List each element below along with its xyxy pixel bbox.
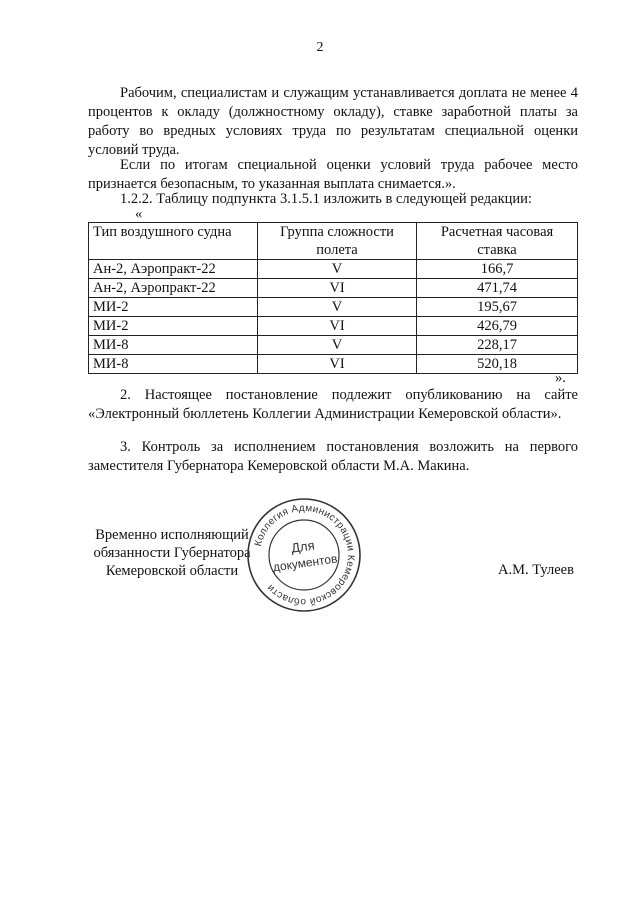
table-row — [89, 317, 578, 336]
table-row — [89, 260, 578, 279]
table-row — [89, 279, 578, 298]
paragraph-table-intro: 1.2.2. Таблицу подпункта 3.1.5.1 изложить в следующей редакции: — [120, 191, 532, 207]
cell-group: VI — [258, 355, 417, 374]
header-aircraft-type: Тип воздушного судна — [89, 223, 258, 260]
rates-table — [88, 222, 578, 374]
cell-rate: 166,7 — [417, 260, 578, 279]
cell-group: V — [258, 260, 417, 279]
cell-group: V — [258, 298, 417, 317]
signature-block — [92, 526, 252, 580]
signature-line-2: обязанности Губернатора — [93, 545, 251, 561]
paragraph-safe-workplace: Если по итогам специальной оценки условий труда рабочее место признается безопасным, то указанная выплата снимается.». — [88, 157, 578, 192]
cell-group: VI — [258, 279, 417, 298]
paragraph-surcharge: Рабочим, специалистам и служащим устанавливается доплата не менее 4 процентов к окладу (должностному окладу), ставке заработной платы за работу во вредных условиях труда по результатам специальной оценки условий труда. — [88, 85, 578, 158]
cell-aircraft: МИ-8 — [89, 355, 258, 374]
page-number: 2 — [316, 40, 324, 55]
cell-aircraft: МИ-8 — [89, 336, 258, 355]
cell-aircraft: МИ-2 — [89, 317, 258, 336]
cell-aircraft: Ан-2, Аэропракт-22 — [89, 260, 258, 279]
cell-rate: 426,79 — [417, 317, 578, 336]
header-hourly-rate: Расчетная часовая ставка — [417, 223, 578, 260]
official-seal-stamp — [244, 495, 364, 615]
table-row — [89, 336, 578, 355]
cell-aircraft: Ан-2, Аэропракт-22 — [89, 279, 258, 298]
signature-line-1: Временно исполняющий — [95, 527, 249, 543]
item-publication: 2. Настоящее постановление подлежит опубликованию на сайте «Электронный бюллетень Коллегии Администрации Кемеровской области». — [88, 387, 578, 422]
table-row — [89, 355, 578, 374]
cell-group: VI — [258, 317, 417, 336]
header-complexity-group: Группа сложности полета — [258, 223, 417, 260]
quote-open: « — [135, 206, 143, 222]
signatory-name: А.М. Тулеев — [498, 562, 574, 578]
cell-rate: 471,74 — [417, 279, 578, 298]
quote-close: ». — [555, 370, 566, 386]
cell-rate: 195,67 — [417, 298, 578, 317]
cell-rate: 228,17 — [417, 336, 578, 355]
table-row — [89, 298, 578, 317]
signature-line-3: Кемеровской области — [105, 563, 239, 579]
stamp-ring-text: Коллегия Администрации Кемеровской области — [252, 502, 357, 608]
stamp-center-line-1: Для — [290, 537, 316, 556]
stamp-outer-ring — [248, 499, 360, 611]
cell-group: V — [258, 336, 417, 355]
table-header-row — [89, 223, 578, 260]
cell-aircraft: МИ-2 — [89, 298, 258, 317]
stamp-center-line-2: документов — [272, 551, 339, 575]
cell-rate: 520,18 — [417, 355, 578, 374]
item-control: 3. Контроль за исполнением постановления возложить на первого заместителя Губернатора Кемеровской области М.А. Макина. — [88, 439, 578, 474]
